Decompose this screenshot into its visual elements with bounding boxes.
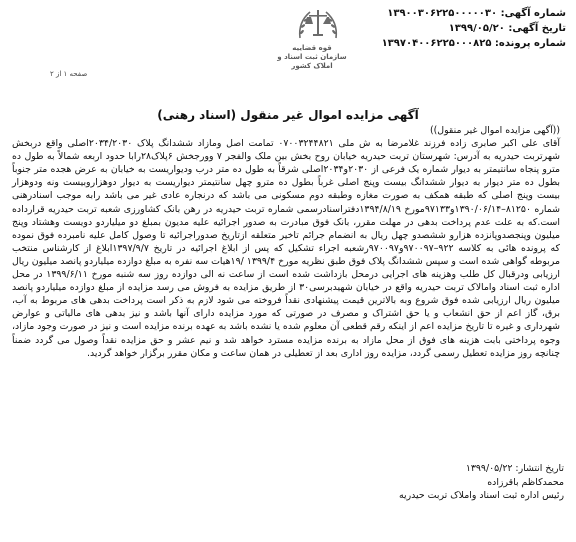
document-footer <box>264 462 564 503</box>
signer-name: محمدکاظم باقرزاده <box>487 476 564 488</box>
publish-date: تاریخ انتشار: ۱۳۹۹/۰۵/۲۲ <box>465 463 564 474</box>
signer-title: رئیس اداره ثبت اسناد واملاک تربت حیدریه <box>398 490 564 501</box>
ad-number: شماره آگهی: ۱۳۹۰۰۳۰۶۲۲۵۰۰۰۰۰۳۰ <box>387 8 566 19</box>
file-number: شماره پرونده: ۱۳۹۷۰۴۰۰۶۲۲۵۰۰۰۸۲۵ <box>381 38 566 49</box>
body-paragraph: آقای علی اکبر صابری زاده فرزند غلامرضا به ش ملی ۰۷۰۰۳۲۴۴۸۲۱ تمامت اصل ومازاد ششدانگ پلاک ۲۰۳۴/۲۰۳۰اصلی واقع دربخش شهرتربت حیدریه به آدرس: شهرستان تربت حیدریه خیابان روح بخش بین ملک والفجر ۷ وورجخش ۶پلاک۲۸رابا حدود اربعه شمالاً به طول ده مترو پنجاه سانتیمتر به دیوار شماره یک فرعی از ۲۰۳۰و۲۰۳۴اصلی شرقاً به طول ده متر درب ودیواریست به خیابان به عرض هجده متر جنوباً بطول ده متر دیوار به دیوار ششدانگ بیست وپنج اصلی غرباً بطول ده مترو چهل سانتیمتر دیواریست به دیوار دوهزاروبیست ونه ودوهزار بیست وپنج اصلی که طبقه همکف به صورت مغازه وطبقه دوم مسکونی می باشد که درنجاره عادی غیر می باشد رابه موجب اسنادرهنی شماره ۸۱۲۵۰–۱۳۹۰/۰۶/۱۴و۹۷۱۳۳مورخ ۱۳۹۴/۸/۱۹دفتراسنادرسمی شماره تربت حیدریه در رهن بانک کشاورزی شعبه تربت حیدریه قرارداده است.که به علت عدم پرداخت بدهی در مهلت مقرر، بانک فوق مبادرت به صدور اجرائیه علیه مدیون بمبلغ دو میلیاردو دویست وهشتاد وپنج میلیون وپنجصدوپانزده هزارو ششصدو چهل ریال به انضمام جرائم تاخیر متعلقه ازتاریخ صدوراجرائیه تا وصول کامل علیه نامبرده فوق نموده که پرونده هائی به کلاسه ۹۲۲–۹۷۰۰۹۷و۹۷۰۰۹۷رشعبه اجراء تشکیل که پس از ابلاغ اجرائیه در تاریخ ۱۳۹۷/۹/۷ابلاغ از کارشناس منتخب مربوطه گواهی شده است و سپس ششدانگ پلاک فوق طبق نظریه مورخ ۱۳۹۹/۴ /۱۹هیات سه نفره به مبلغ دوازده میلیاردو پانصد میلیون ریال ارزیابی ودرقبال کل طلب وهزینه های اجرایی درمحل بازداشت شده است از ساعت نه الی دوازده روز سه شنبه مورخ ۱۳۹۹/۶/۱۱ در محل اداره ثبت اسناد وامالاک تربت حیدریه واقع در خیابان شهیدبرسی۳۰ از طریق مزایده به فروش می رسد مزایده از مبلغ دوازده میلیاردو پانصد میلیون ریال ارزیابی شده فوق شروع وبه بالاترین قیمت پیشنهادی نقداً فروخته می شود لازم به ذکر است پرداخت بدهی های مربوط به آب، برق، گاز اعم از حق انشعاب و یا حق اشتراک و مصرف در صورتی که مورد مزایده دارای آنها باشد و نیز بدهی های مالیاتی و عوارض شهرداری و غیره تا تاریخ مزایده اعم از اینکه رقم قطعی آن معلوم شده یا نشده باشد به عهده برنده مزایده است و نیز در صورت وجود مازاد، وجوه پرداختی بابت هزینه های فوق از محل مازاد به برنده مزایده مسترد خواهد شد و نیم عشر و حق مزایده نقداً وصول می گردد ضمناً چنانچه روز مزایده تعطیل رسمی گردد، مزایده روز اداری بعد از تعطیلی در همان ساعت و مکان مقرر برگزار خواهد گردید. <box>12 138 560 359</box>
opening-line: ((آگهی مزایده اموال غیر منقول)) <box>429 125 560 136</box>
document-body <box>12 124 560 360</box>
ad-date: تاریخ آگهی: ۱۳۹۹/۰۵/۲۰ <box>448 23 566 34</box>
page-indicator: صفحه ۱ از ۲ <box>50 70 88 78</box>
document-title: آگهی مزایده اموال غیر منقول (اسناد رهنی) <box>157 108 419 122</box>
emblem-caption: قوه قضاییه سازمان ثبت اسناد و املاک کشور <box>277 44 347 70</box>
ad-metadata <box>326 6 566 51</box>
